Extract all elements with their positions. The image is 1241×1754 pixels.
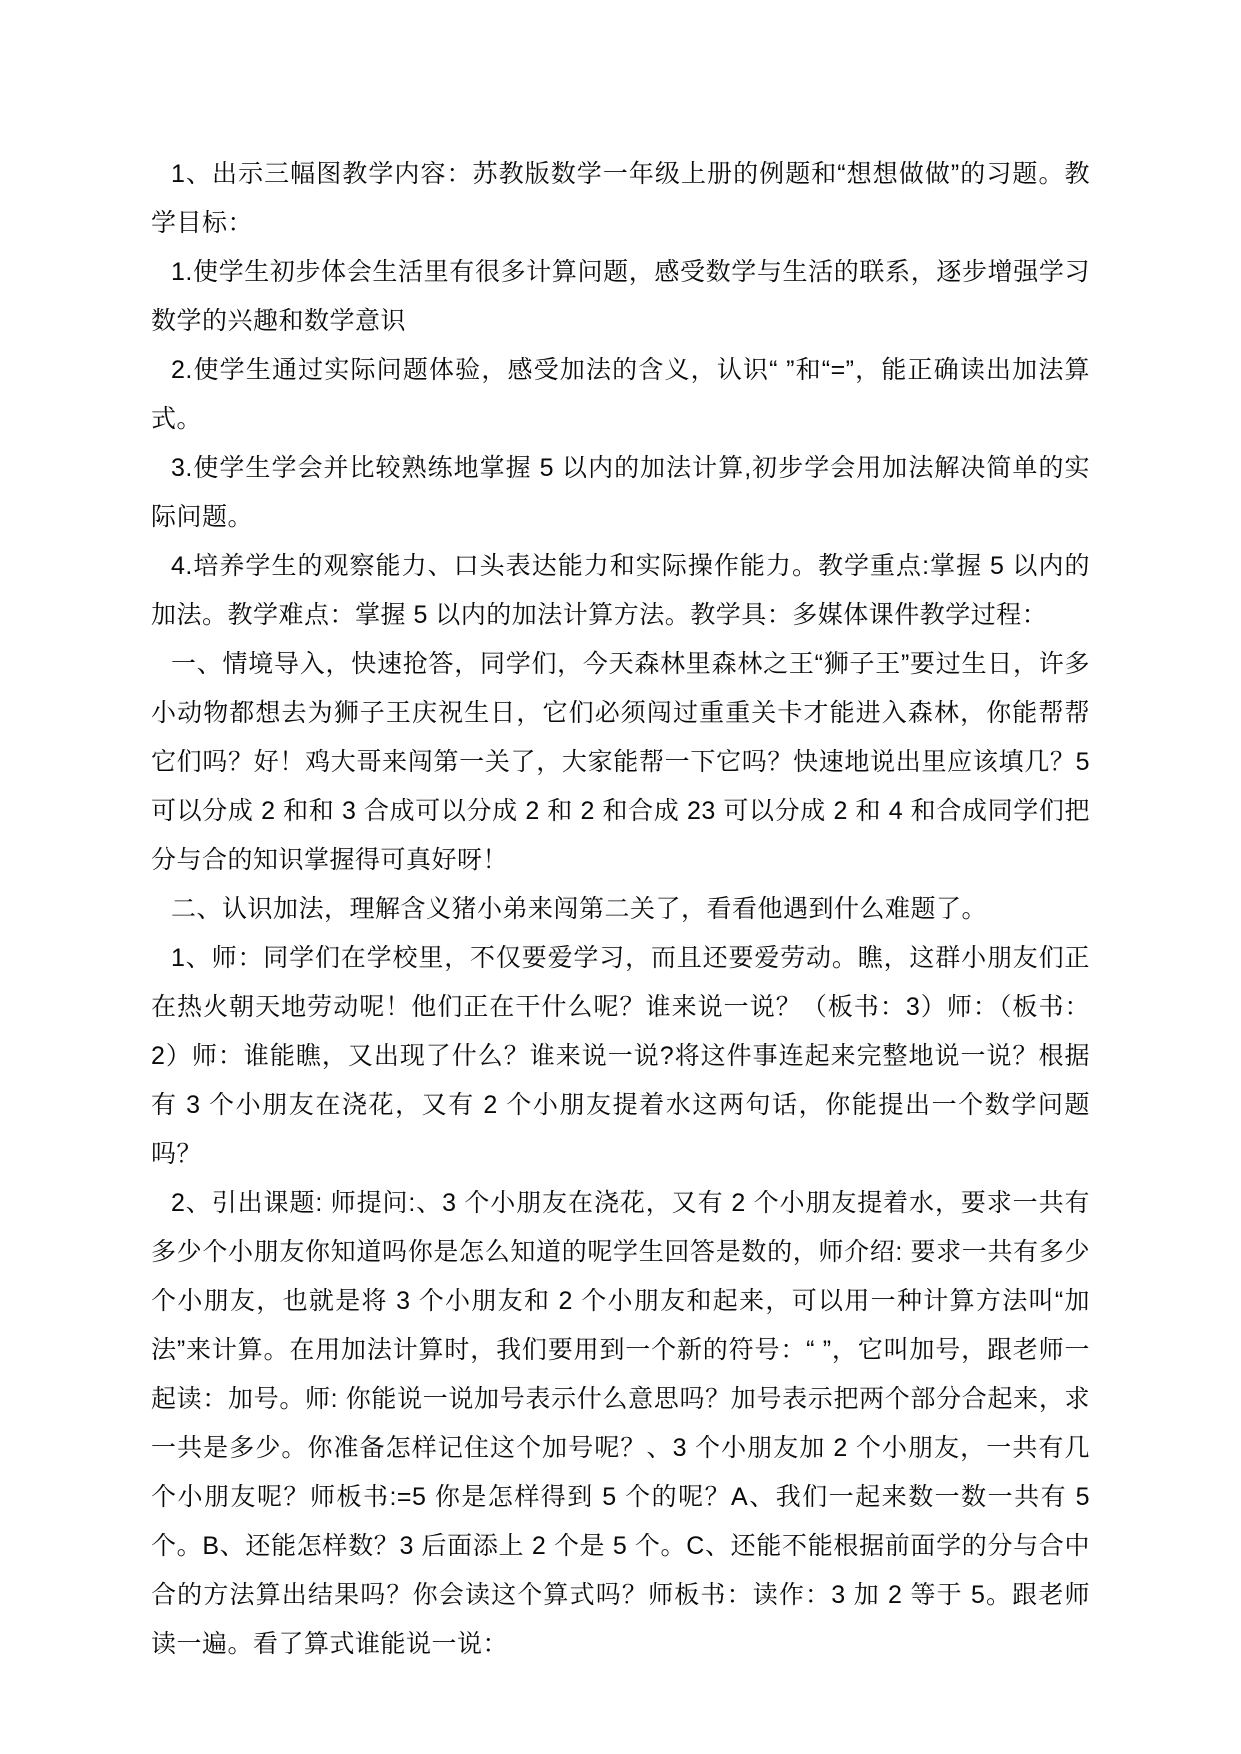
paragraph: 2、引出课题: 师提问:、3 个小朋友在浇花，又有 2 个小朋友提着水，要求一共有多少个小朋友你知道吗你是怎么知道的呢学生回答是数的，师介绍: 要求一共有多少个小朋友，也就是将 3 个小朋友和 2 个小朋友和起来，可以用一种计算方法叫“加法”来计算。在用加法计算时，我们要用到一个新的符号：“ ”，它叫加号，跟老师一起读：加号。师: 你能说一说加号表示什么意思吗？加号表示把两个部分合起来，求一共是多少。你准备怎样记住这个加号呢？、3 个小朋友加 2 个小朋友，一共有几个小朋友呢？师板书:=5 你是怎样得到 5 个的呢？A、我们一起来数一数一共有 5 个。B、还能怎样数？3 后面添上 2 个是 5 个。C、还能不能根据前面学的分与合中合的方法算出结果吗？你会读这个算式吗？师板书：读作：3 加 2 等于 5。跟老师读一遍。看了算式谁能说一说： — [151, 1189, 1090, 1658]
paragraph: 二、认识加法，理解含义猪小弟来闯第二关了，看看他遇到什么难题了。 — [171, 895, 988, 923]
document-body — [151, 150, 1090, 1669]
paragraph: 2.使学生通过实际问题体验，感受加法的含义，认识“ ”和“=”，能正确读出加法算式。 — [151, 356, 1090, 433]
paragraph: 1、出示三幅图教学内容：苏教版数学一年级上册的例题和“想想做做”的习题。教学目标： — [151, 160, 1090, 237]
paragraph: 1、师：同学们在学校里，不仅要爱学习，而且还要爱劳动。瞧，这群小朋友们正在热火朝天地劳动呢！他们正在干什么呢？谁来说一说？（板书：3）师：（板书：2）师：谁能瞧，又出现了什么？谁来说一说?将这件事连起来完整地说一说？根据有 3 个小朋友在浇花，又有 2 个小朋友提着水这两句话，你能提出一个数学问题吗？ — [151, 944, 1090, 1168]
paragraph: 一、情境导入，快速抢答，同学们，今天森林里森林之王“狮子王”要过生日，许多小动物都想去为狮子王庆祝生日，它们必须闯过重重关卡才能进入森林，你能帮帮它们吗？好！鸡大哥来闯第一关了，大家能帮一下它吗？快速地说出里应该填几？5 可以分成 2 和和 3 合成可以分成 2 和 2 和合成 23 可以分成 2 和 4 和合成同学们把分与合的知识掌握得可真好呀！ — [151, 650, 1090, 874]
paragraph: 1.使学生初步体会生活里有很多计算问题，感受数学与生活的联系，逐步增强学习数学的兴趣和数学意识 — [151, 258, 1090, 335]
paragraph: 4.培养学生的观察能力、口头表达能力和实际操作能力。教学重点:掌握 5 以内的加法。教学难点：掌握 5 以内的加法计算方法。教学具：多媒体课件教学过程： — [151, 552, 1090, 629]
paragraph: 3.使学生学会并比较熟练地掌握 5 以内的加法计算,初步学会用加法解决简单的实际问题。 — [151, 454, 1090, 531]
